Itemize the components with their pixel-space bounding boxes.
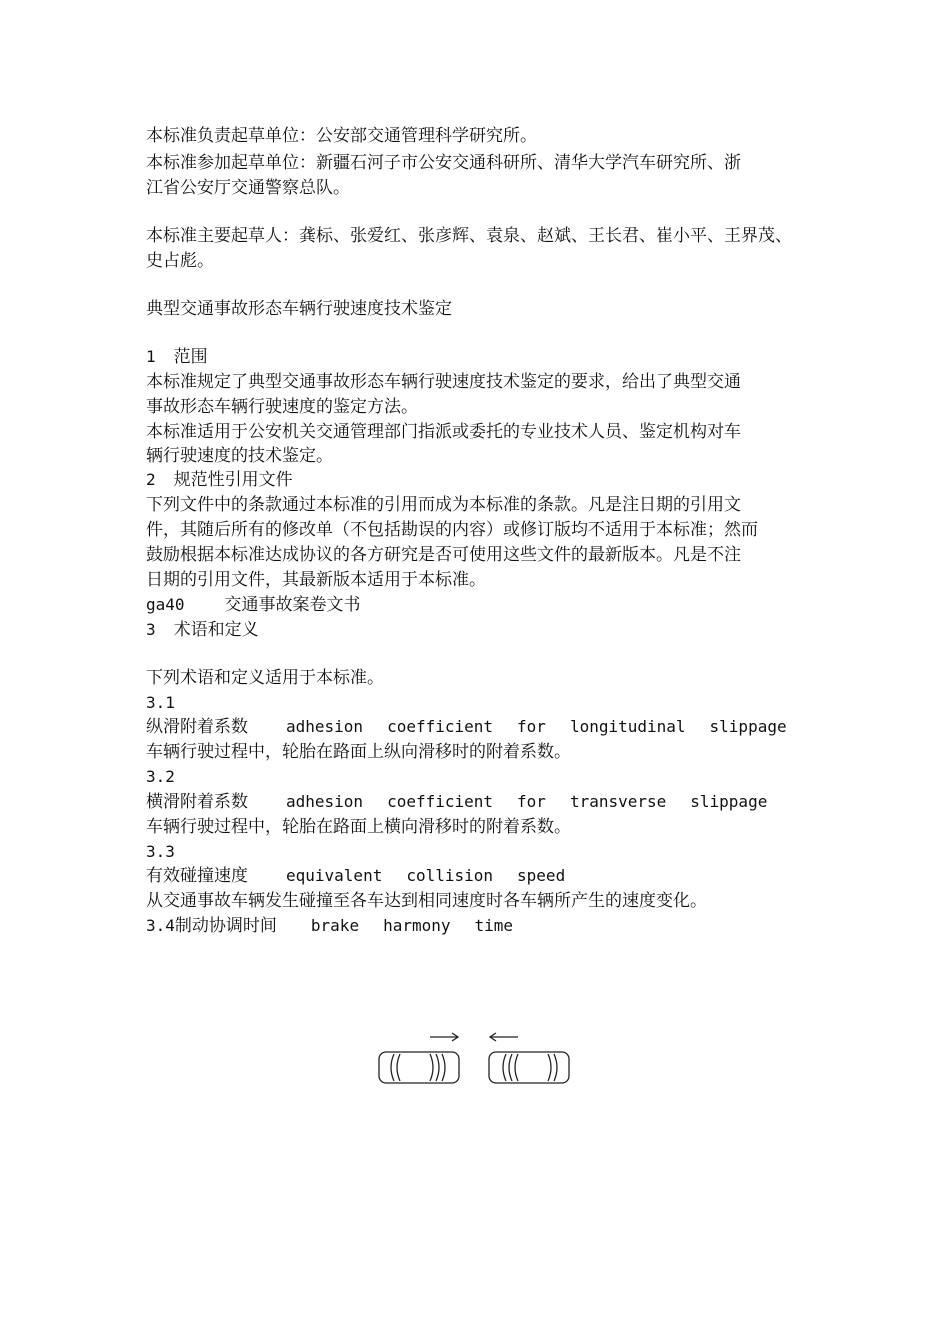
- document-title: 典型交通事故形态车辆行驶速度技术鉴定: [146, 299, 452, 319]
- section-2-para-line-3: 鼓励根据本标准达成协议的各方研究是否可使用这些文件的最新版本。凡是不注: [146, 545, 741, 565]
- term-definition: 从交通事故车辆发生碰撞至各车达到相同速度时各车辆所产生的速度变化。: [146, 891, 707, 911]
- term-en-word: collision: [406, 866, 494, 885]
- section-1-heading: [146, 345, 208, 369]
- section-title: 规范性引用文件: [173, 470, 293, 490]
- section-3-intro: 下列术语和定义适用于本标准。: [146, 668, 384, 688]
- term-en-word: coefficient: [387, 792, 494, 811]
- section-3-heading: [146, 618, 259, 642]
- section-number: 2: [146, 470, 156, 489]
- term-en-word: slippage: [690, 792, 768, 811]
- term-en-word: for: [517, 717, 546, 736]
- term-definition: 车辆行驶过程中，轮胎在路面上纵向滑移时的附着系数。: [146, 742, 571, 762]
- term-en-word: for: [517, 792, 546, 811]
- term-en-word: equivalent: [286, 866, 383, 885]
- reference-title: 交通事故案卷文书: [224, 595, 361, 615]
- term-heading: [146, 864, 565, 888]
- term-en-word: adhesion: [286, 717, 364, 736]
- section-number: 1: [146, 347, 156, 366]
- term-en-word: adhesion: [286, 792, 364, 811]
- section-1-para-1-line-2: 事故形态车辆行驶速度的鉴定方法。: [146, 397, 418, 417]
- section-1-para-2-line-1: 本标准适用于公安机关交通管理部门指派或委托的专业技术人员、鉴定机构对车: [146, 422, 741, 442]
- section-number: 3: [146, 620, 156, 639]
- term-definition: 车辆行驶过程中，轮胎在路面上横向滑移时的附着系数。: [146, 817, 571, 837]
- reference-code: ga40: [146, 595, 185, 614]
- term-en-word: slippage: [709, 717, 787, 736]
- car-right-icon: [489, 1052, 569, 1083]
- term-heading: [146, 914, 513, 938]
- arrow-left-icon: [490, 1033, 518, 1041]
- section-2-para-line-2: 件，其随后所有的修改单（不包括勘误的内容）或修订版均不适用于本标准；然而: [146, 520, 758, 540]
- term-zh: 横滑附着系数: [146, 792, 248, 812]
- car-left-icon: [379, 1052, 459, 1083]
- section-2-para-line-4: 日期的引用文件，其最新版本适用于本标准。: [146, 570, 486, 590]
- term-en-word: coefficient: [387, 717, 494, 736]
- term-number: 3.2: [146, 767, 175, 786]
- section-1-para-1-line-1: 本标准规定了典型交通事故形态车辆行驶速度技术鉴定的要求，给出了典型交通: [146, 372, 741, 392]
- term-number: 3.4: [146, 916, 175, 935]
- section-2-heading: [146, 468, 293, 492]
- participating-units-line-2: 江省公安厅交通警察总队。: [146, 178, 350, 198]
- term-number: 3.3: [146, 842, 175, 861]
- term-en-word: time: [474, 916, 514, 935]
- term-en-word: brake: [310, 916, 360, 935]
- normative-reference: [146, 593, 361, 617]
- arrow-right-icon: [430, 1033, 458, 1041]
- drafters-line-1: 本标准主要起草人：龚标、张爱红、张彦辉、袁泉、赵斌、王长君、崔小平、王界茂、: [146, 226, 792, 246]
- section-1-para-2-line-2: 辆行驶速度的技术鉴定。: [146, 446, 333, 466]
- term-en-word: longitudinal: [569, 717, 686, 736]
- drafting-unit: 本标准负责起草单位：公安部交通管理科学研究所。: [146, 126, 537, 146]
- term-heading: [146, 715, 787, 739]
- term-zh: 制动协调时间: [174, 916, 277, 936]
- drafters-line-2: 史占彪。: [146, 251, 214, 271]
- term-heading: [146, 790, 767, 814]
- term-number: 3.1: [146, 693, 175, 712]
- head-on-collision-diagram: [372, 1028, 582, 1092]
- term-en-word: transverse: [569, 792, 667, 811]
- section-title: 范围: [173, 347, 208, 367]
- section-title: 术语和定义: [173, 620, 259, 640]
- section-2-para-line-1: 下列文件中的条款通过本标准的引用而成为本标准的条款。凡是注日期的引用文: [146, 495, 741, 515]
- term-zh: 纵滑附着系数: [146, 717, 248, 737]
- participating-units-line-1: 本标准参加起草单位：新疆石河子市公安交通科研所、清华大学汽车研究所、浙: [146, 153, 741, 173]
- term-en-word: harmony: [383, 916, 451, 935]
- term-zh: 有效碰撞速度: [146, 866, 248, 886]
- term-en-word: speed: [517, 866, 566, 885]
